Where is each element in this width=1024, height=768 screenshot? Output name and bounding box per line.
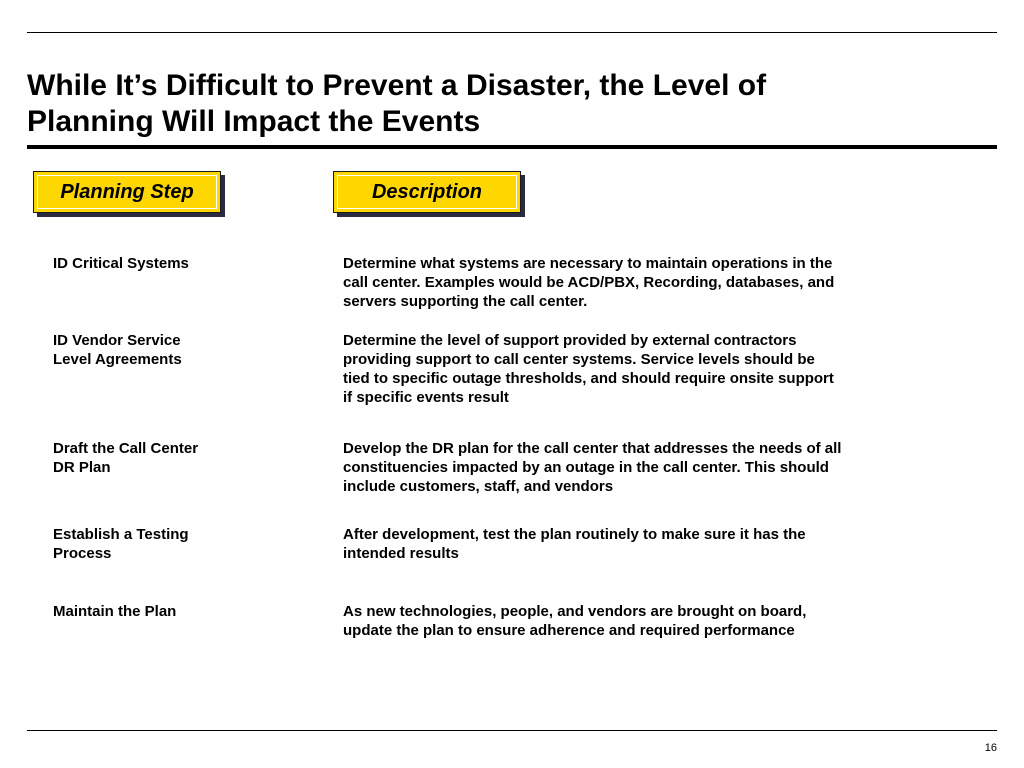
planning-step-cell: ID Critical Systems bbox=[53, 255, 189, 272]
description-cell: As new technologies, people, and vendors are brought on board, update the plan to ensure adherence and required performance bbox=[343, 603, 807, 639]
planning-step-cell: Draft the Call Center DR Plan bbox=[53, 440, 199, 476]
planning-step-header-label: Planning Step bbox=[60, 180, 194, 203]
planning-step-header bbox=[33, 171, 221, 213]
planning-step-cell: Establish a Testing Process bbox=[53, 526, 189, 562]
planning-step-cell: Maintain the Plan bbox=[53, 603, 177, 620]
description-header-label: Description bbox=[371, 180, 483, 203]
page-number: 16 bbox=[984, 742, 997, 754]
planning-step-cell: ID Vendor Service Level Agreements bbox=[53, 332, 182, 368]
description-cell: Determine what systems are necessary to maintain operations in the call center. Examples would be ACD/PBX, Recording, databases, and servers supporting the call center. bbox=[343, 255, 835, 310]
description-cell: Develop the DR plan for the call center that addresses the needs of all constituencies impacted by an outage in the call center. This should include customers, staff, and vendors bbox=[343, 440, 842, 495]
slide-title bbox=[27, 68, 987, 140]
description-cell: Determine the level of support provided by external contractors providing support to call center systems. Service levels should be tied to specific outage thresholds, and should require onsite support if specific events result bbox=[343, 332, 834, 406]
top-divider bbox=[27, 32, 997, 33]
description-cell: After development, test the plan routinely to make sure it has the intended results bbox=[343, 526, 806, 562]
bottom-divider bbox=[27, 730, 997, 731]
slide-title-text: While It’s Difficult to Prevent a Disaster, the Level of Planning Will Impact the Events bbox=[27, 69, 767, 138]
title-underline bbox=[27, 145, 997, 149]
description-header bbox=[333, 171, 521, 213]
